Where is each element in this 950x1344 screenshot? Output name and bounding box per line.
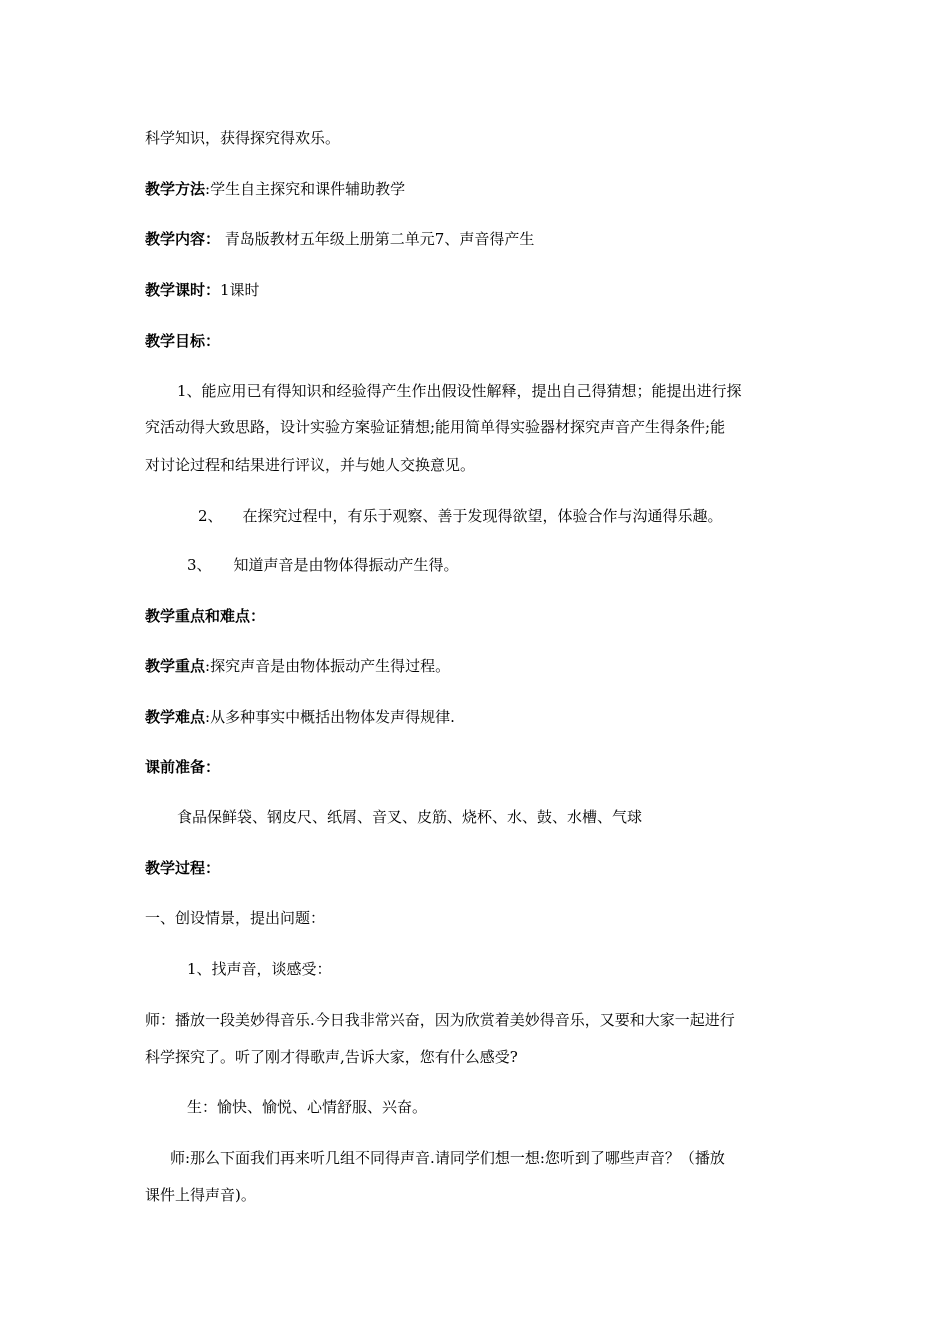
- teaching-hours-text: 1课时: [220, 281, 260, 299]
- goal-2-text: 在探究过程中，有乐于观察、善于发现得欲望，体验合作与沟通得乐趣。: [242, 507, 723, 525]
- section-1-title: 一、创设情景，提出问题：: [145, 909, 326, 927]
- intro-tail-text: 科学知识，获得探究得欢乐。: [145, 129, 341, 147]
- teaching-difficulty-label: 教学难点: [145, 708, 206, 726]
- teaching-difficulty-text: :从多种事实中概括出物体发声得规律.: [205, 708, 455, 726]
- goal-1-line-2: 究活动得大致思路，设计实验方案验证猜想;能用简单得实验器材探究声音产生得条件;能: [145, 418, 726, 436]
- prep-heading: 课前准备：: [145, 758, 221, 776]
- goal-1-line-1: 1、能应用已有得知识和经验得产生作出假设性解释，提出自己得猜想；能提出进行探: [177, 382, 742, 400]
- teacher-2-line-1: 师:那么下面我们再来听几组不同得声音.请同学们想一想:您听到了哪些声音？（播放: [170, 1149, 725, 1167]
- student-1-line: 生：愉快、愉悦、心情舒服、兴奋。: [187, 1098, 428, 1116]
- teaching-method-line: [145, 175, 815, 203]
- teaching-difficulty-line: [145, 703, 815, 731]
- intro-tail-line: [145, 124, 815, 152]
- teaching-content-text: 青岛版教材五年级上册第二单元7、声音得产生: [220, 230, 535, 248]
- teaching-hours-label: 教学课时：: [145, 281, 221, 299]
- goal-2-number: 2、: [198, 507, 223, 525]
- teaching-goals-heading: 教学目标：: [145, 332, 221, 350]
- teacher-1-line-1: 师：播放一段美妙得音乐.今日我非常兴奋，因为欣赏着美妙得音乐，又要和大家一起进行: [145, 1011, 735, 1029]
- teaching-focus-text: :探究声音是由物体振动产生得过程。: [205, 657, 451, 675]
- teacher-2-line-2: 课件上得声音)。: [145, 1186, 256, 1204]
- teaching-method-text: :学生自主探究和课件辅助教学: [205, 180, 406, 198]
- teaching-hours-line: [145, 276, 815, 304]
- goal-1-line-3: 对讨论过程和结果进行评议，并与她人交换意见。: [145, 456, 476, 474]
- teaching-method-label: 教学方法: [145, 180, 206, 198]
- teaching-content-line: [145, 225, 815, 253]
- process-heading: 教学过程：: [145, 859, 221, 877]
- key-points-heading: 教学重点和难点：: [145, 607, 266, 625]
- teaching-focus-line: [145, 652, 815, 680]
- goal-3-line: [187, 551, 857, 579]
- goal-3-number: 3、: [187, 556, 212, 574]
- teaching-content-label: 教学内容：: [145, 230, 221, 248]
- teaching-focus-label: 教学重点: [145, 657, 206, 675]
- teacher-1-line-2: 科学探究了。听了刚才得歌声,告诉大家，您有什么感受?: [145, 1048, 518, 1066]
- goal-3-text: 知道声音是由物体得振动产生得。: [233, 556, 459, 574]
- step-1-title: 1、找声音，谈感受：: [187, 960, 332, 978]
- prep-items: 食品保鲜袋、钢皮尺、纸屑、音叉、皮筋、烧杯、水、鼓、水槽、气球: [177, 808, 643, 826]
- goal-2-line: [198, 502, 868, 530]
